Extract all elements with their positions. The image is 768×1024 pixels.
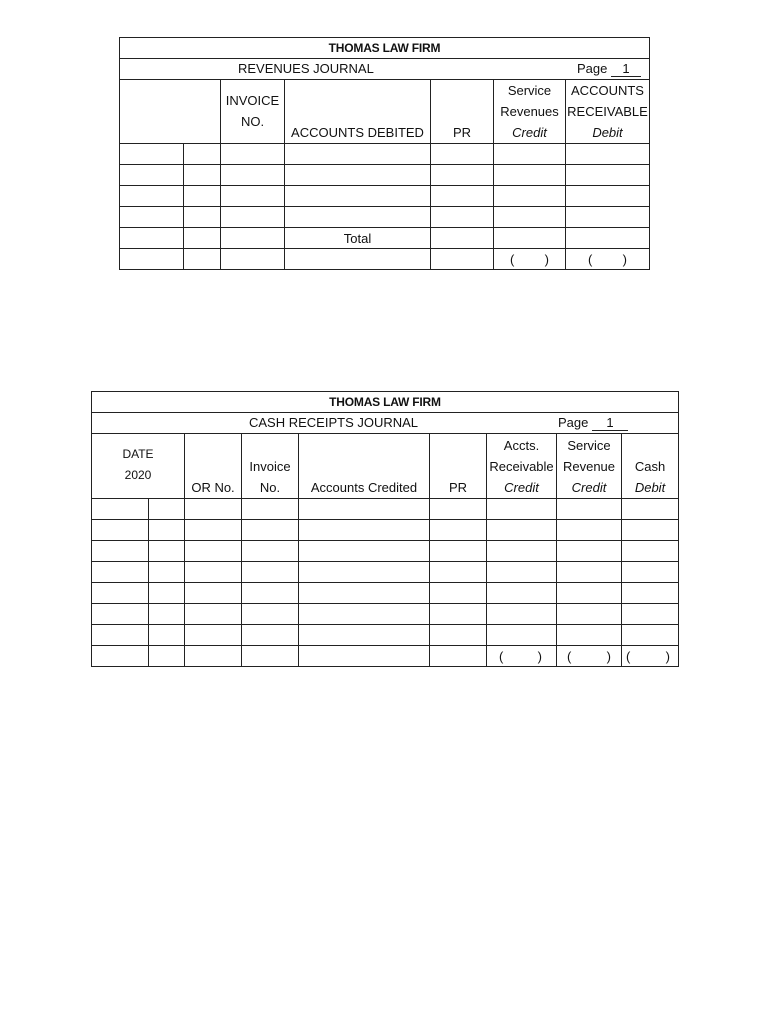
header-service-credit: Credit xyxy=(512,125,547,140)
header-accounts-credited-text: Accounts Credited xyxy=(310,480,418,495)
revenues-journal-table xyxy=(119,37,650,270)
header-pr-text: PR xyxy=(452,125,472,140)
header-ar-debit: Debit xyxy=(592,125,623,140)
header-service-line2: Revenue xyxy=(562,458,616,474)
header-accounts-debited-text: ACCOUNTS DEBITED xyxy=(291,125,424,140)
cash-receipts-firm-name: THOMAS LAW FIRM xyxy=(92,392,679,413)
header-cash-debit: Debit xyxy=(634,480,666,495)
paren-close: ) xyxy=(665,648,671,664)
table-row xyxy=(120,144,650,165)
header-pr xyxy=(431,80,494,144)
paren-open: ( xyxy=(626,648,631,664)
cash-receipts-page xyxy=(558,415,628,431)
header-blank xyxy=(120,80,221,144)
revenues-journal-firm-name: THOMAS LAW FIRM xyxy=(120,38,650,59)
posting-row xyxy=(92,646,679,667)
header-accts-credit: Credit xyxy=(504,479,539,495)
revenues-journal-title: REVENUES JOURNAL xyxy=(238,61,374,76)
table-row xyxy=(92,625,679,646)
header-invoice-line2: NO. xyxy=(240,114,265,129)
accounts-receivable-posting-ref xyxy=(566,249,650,270)
header-invoice-line2: No. xyxy=(259,480,281,495)
accts-receivable-posting-ref xyxy=(487,646,557,667)
header-invoice-line1: INVOICE xyxy=(225,93,280,108)
table-row xyxy=(92,562,679,583)
posting-row xyxy=(120,249,650,270)
paren-open: ( xyxy=(499,648,504,664)
paren-close: ) xyxy=(622,251,627,267)
revenues-journal-title-row xyxy=(120,59,650,80)
page-label: Page xyxy=(577,61,608,76)
table-row xyxy=(92,541,679,562)
cash-posting-ref xyxy=(622,646,679,667)
header-pr xyxy=(430,434,487,499)
page-label: Page xyxy=(558,415,589,430)
header-cash-line1: Cash xyxy=(634,459,666,474)
revenues-journal-page xyxy=(577,61,641,77)
table-row xyxy=(120,186,650,207)
header-service-line1: Service xyxy=(567,437,611,453)
service-revenues-posting-ref xyxy=(494,249,566,270)
service-revenue-posting-ref xyxy=(557,646,622,667)
header-date-label: DATE xyxy=(122,447,154,461)
header-date xyxy=(92,434,185,499)
header-ar-line1: ACCOUNTS xyxy=(571,83,644,98)
table-row xyxy=(120,165,650,186)
header-invoice-no xyxy=(221,80,285,144)
table-row xyxy=(92,520,679,541)
table-row xyxy=(92,499,679,520)
total-label: Total xyxy=(285,228,431,249)
header-cash xyxy=(622,434,679,499)
header-ar-line2: RECEIVABLE xyxy=(567,104,648,119)
paren-close: ) xyxy=(544,251,549,267)
header-accts-line2: Receivable xyxy=(489,458,554,474)
header-accounts-credited xyxy=(299,434,430,499)
paren-open: ( xyxy=(510,251,515,267)
header-invoice-line1: Invoice xyxy=(249,459,291,474)
paren-close: ) xyxy=(537,648,542,664)
page-number xyxy=(592,416,628,431)
table-row xyxy=(92,583,679,604)
paren-open: ( xyxy=(588,251,593,267)
header-service-revenue xyxy=(557,434,622,499)
cash-receipts-journal-table xyxy=(91,391,679,667)
header-accounts-debited xyxy=(285,80,431,144)
total-row xyxy=(120,228,650,249)
page-number-value: 1 xyxy=(606,415,614,430)
header-accts-receivable xyxy=(487,434,557,499)
paren-close: ) xyxy=(606,648,611,664)
header-service-credit: Credit xyxy=(571,479,607,495)
header-or-no xyxy=(185,434,242,499)
header-date-year: 2020 xyxy=(124,468,152,482)
table-row xyxy=(92,604,679,625)
cash-receipts-title: CASH RECEIPTS JOURNAL xyxy=(249,415,419,430)
header-pr-text: PR xyxy=(448,480,468,495)
page-number xyxy=(611,62,641,77)
page-number-value: 1 xyxy=(622,61,630,76)
header-service-revenues xyxy=(494,80,566,144)
header-service-line2: Revenues xyxy=(500,104,559,119)
table-row xyxy=(120,207,650,228)
paren-open: ( xyxy=(567,648,572,664)
header-service-line1: Service xyxy=(507,83,552,98)
header-accts-line1: Accts. xyxy=(503,437,540,453)
header-accounts-receivable xyxy=(566,80,650,144)
header-invoice-no xyxy=(242,434,299,499)
header-or-no-text: OR No. xyxy=(191,480,235,495)
cash-receipts-title-row xyxy=(92,413,679,434)
